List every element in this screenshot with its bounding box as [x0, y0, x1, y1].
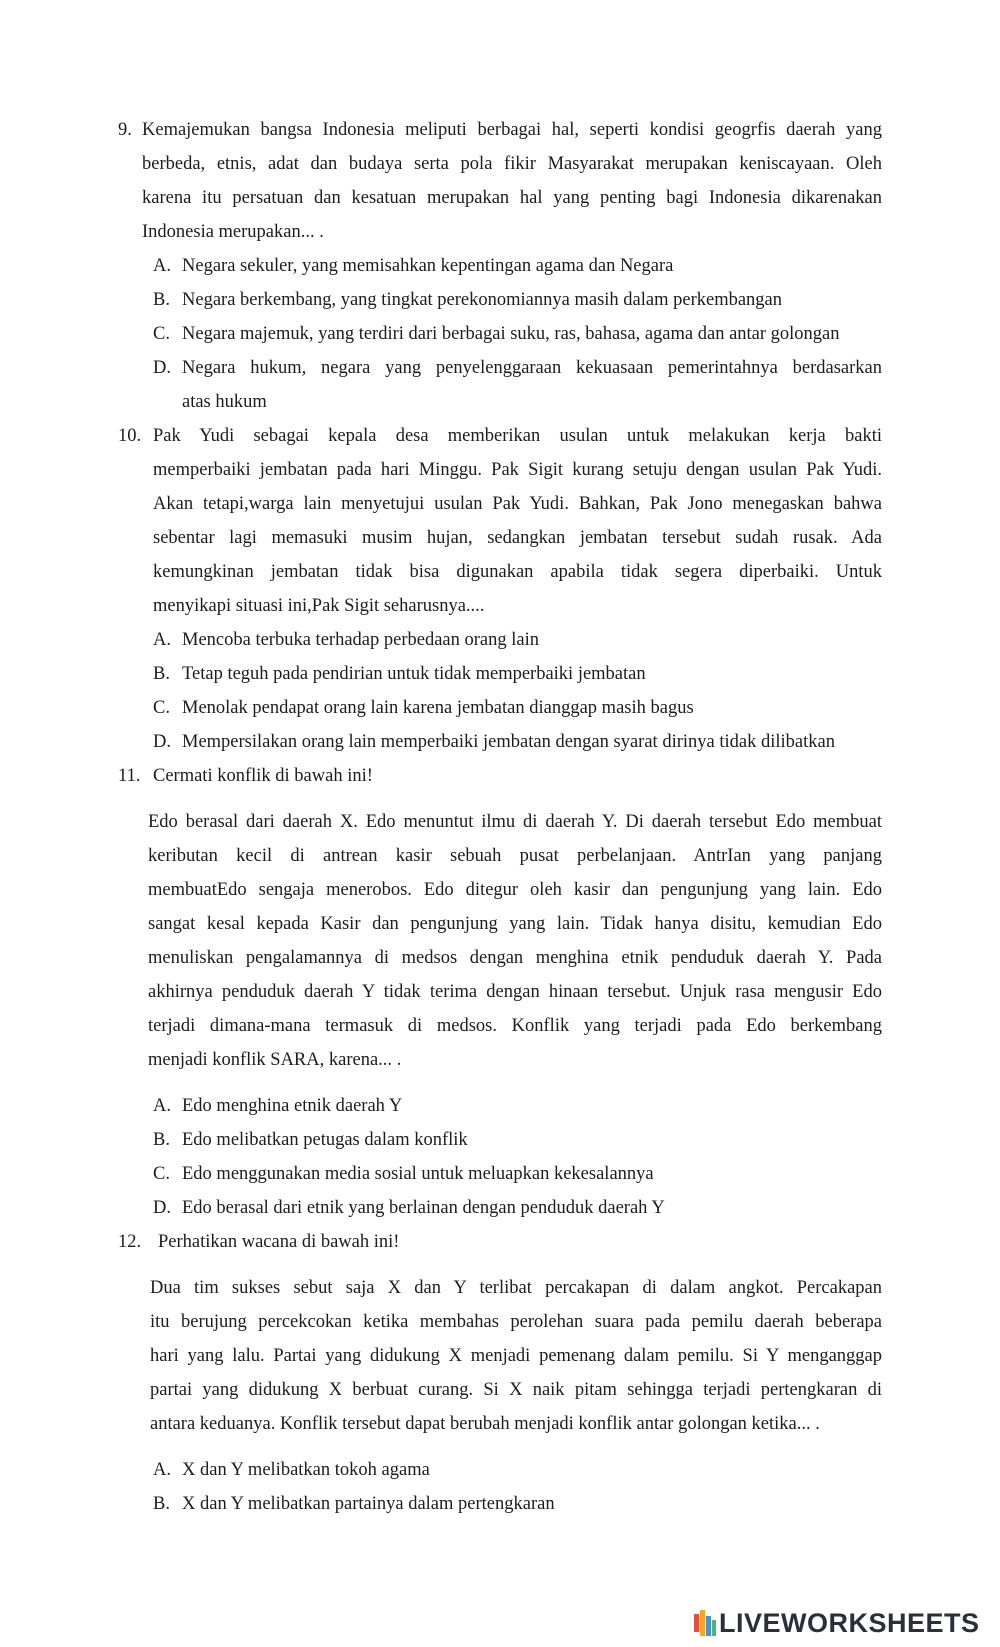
- passage-line: menjadi konflik SARA, karena... .: [148, 1050, 402, 1070]
- question-text-line: menyikapi situasi ini,Pak Sigit seharusnya....: [153, 596, 485, 616]
- option-letter: A.: [153, 630, 171, 650]
- passage-line: itu berujung percekcokan ketika membahas perolehan suara pada pemilu daerah beberapa: [150, 1312, 882, 1332]
- question-text-line: Akan tetapi,warga lain menyetujui usulan Pak Yudi. Bahkan, Pak Jono menegaskan bahwa: [153, 494, 882, 514]
- question-number: 11.: [118, 766, 141, 786]
- option-letter: B.: [153, 1494, 170, 1514]
- passage-line: sangat kesal kepada Kasir dan pengunjung yang lain. Tidak hanya disitu, kemudian Edo: [148, 914, 882, 934]
- option-text: X dan Y melibatkan partainya dalam pertengkaran: [182, 1494, 555, 1514]
- option-text: Edo melibatkan petugas dalam konflik: [182, 1130, 468, 1150]
- question-number: 10.: [118, 426, 142, 446]
- question-text-line: Kemajemukan bangsa Indonesia meliputi berbagai hal, seperti kondisi geogrfis daerah yang: [142, 120, 882, 140]
- question-text-line: Pak Yudi sebagai kepala desa memberikan usulan untuk melakukan kerja bakti: [153, 426, 882, 446]
- option-letter: B.: [153, 1130, 170, 1150]
- option-text: Negara majemuk, yang terdiri dari berbagai suku, ras, bahasa, agama dan antar golongan: [182, 324, 840, 344]
- option-text: Mempersilakan orang lain memperbaiki jembatan dengan syarat dirinya tidak dilibatkan: [182, 732, 835, 752]
- passage-line: hari yang lalu. Partai yang didukung X menjadi pemenang dalam pemilu. Si Y menganggap: [150, 1346, 882, 1366]
- passage-line: Edo berasal dari daerah X. Edo menuntut ilmu di daerah Y. Di daerah tersebut Edo membuat: [148, 812, 882, 832]
- liveworksheets-logo-icon: [694, 1610, 716, 1636]
- option-text: Tetap teguh pada pendirian untuk tidak memperbaiki jembatan: [182, 664, 646, 684]
- option-letter: A.: [153, 256, 171, 276]
- option-text: Mencoba terbuka terhadap perbedaan orang lain: [182, 630, 539, 650]
- option-text: Negara sekuler, yang memisahkan kepentingan agama dan Negara: [182, 256, 674, 276]
- question-text-line: berbeda, etnis, adat dan budaya serta pola fikir Masyarakat merupakan keniscayaan. Oleh: [142, 154, 882, 174]
- option-letter: A.: [153, 1096, 171, 1116]
- passage-line: terjadi dimana-mana termasuk di medsos. Konflik yang terjadi pada Edo berkembang: [148, 1016, 882, 1036]
- question-prompt: Cermati konflik di bawah ini!: [153, 766, 373, 786]
- passage-line: partai yang didukung X berbuat curang. Si X naik pitam sehingga terjadi pertengkaran di: [150, 1380, 882, 1400]
- option-text: Edo berasal dari etnik yang berlainan dengan penduduk daerah Y: [182, 1198, 665, 1218]
- question-number: 12.: [118, 1232, 142, 1252]
- passage-line: membuatEdo sengaja menerobos. Edo ditegur oleh kasir dan pengunjung yang lain. Edo: [148, 880, 882, 900]
- option-text: Negara hukum, negara yang penyelenggaraan kekuasaan pemerintahnya berdasarkan: [182, 358, 882, 378]
- option-text-cont: atas hukum: [182, 392, 267, 412]
- passage-line: keributan kecil di antrean kasir sebuah pusat perbelanjaan. AntrIan yang panjang: [148, 846, 882, 866]
- option-letter: C.: [153, 324, 170, 344]
- passage-line: antara keduanya. Konflik tersebut dapat berubah menjadi konflik antar golongan ketika... .: [150, 1414, 820, 1434]
- option-letter: C.: [153, 1164, 170, 1184]
- option-letter: D.: [153, 1198, 171, 1218]
- question-text-line: sebentar lagi memasuki musim hujan, sedangkan jembatan tersebut sudah rusak. Ada: [153, 528, 882, 548]
- question-text-line: kemungkinan jembatan tidak bisa digunakan apabila tidak segera diperbaiki. Untuk: [153, 562, 882, 582]
- question-text-line: Indonesia merupakan... .: [142, 222, 324, 242]
- passage-line: akhirnya penduduk daerah Y tidak terima dengan hinaan tersebut. Unjuk rasa mengusir Edo: [148, 982, 882, 1002]
- option-letter: C.: [153, 698, 170, 718]
- logo-text: LIVEWORKSHEETS: [719, 1607, 980, 1638]
- option-text: X dan Y melibatkan tokoh agama: [182, 1460, 430, 1480]
- option-letter: A.: [153, 1460, 171, 1480]
- option-letter: D.: [153, 732, 171, 752]
- option-letter: B.: [153, 290, 170, 310]
- option-text: Menolak pendapat orang lain karena jembatan dianggap masih bagus: [182, 698, 694, 718]
- question-prompt: Perhatikan wacana di bawah ini!: [158, 1232, 400, 1252]
- passage-line: Dua tim sukses sebut saja X dan Y terlibat percakapan di dalam angkot. Percakapan: [150, 1278, 882, 1298]
- question-number: 9.: [118, 120, 132, 140]
- question-text-line: memperbaiki jembatan pada hari Minggu. Pak Sigit kurang setuju dengan usulan Pak Yudi.: [153, 460, 882, 480]
- option-text: Edo menggunakan media sosial untuk meluapkan kekesalannya: [182, 1164, 654, 1184]
- option-letter: B.: [153, 664, 170, 684]
- passage-line: menuliskan pengalamannya di medsos dengan menghina etnik penduduk daerah Y. Pada: [148, 948, 882, 968]
- option-letter: D.: [153, 358, 171, 378]
- liveworksheets-logo[interactable]: [694, 1608, 980, 1638]
- option-text: Negara berkembang, yang tingkat perekonomiannya masih dalam perkembangan: [182, 290, 783, 310]
- question-text-line: karena itu persatuan dan kesatuan merupakan hal yang penting bagi Indonesia dikarenakan: [142, 188, 882, 208]
- option-text: Edo menghina etnik daerah Y: [182, 1096, 403, 1116]
